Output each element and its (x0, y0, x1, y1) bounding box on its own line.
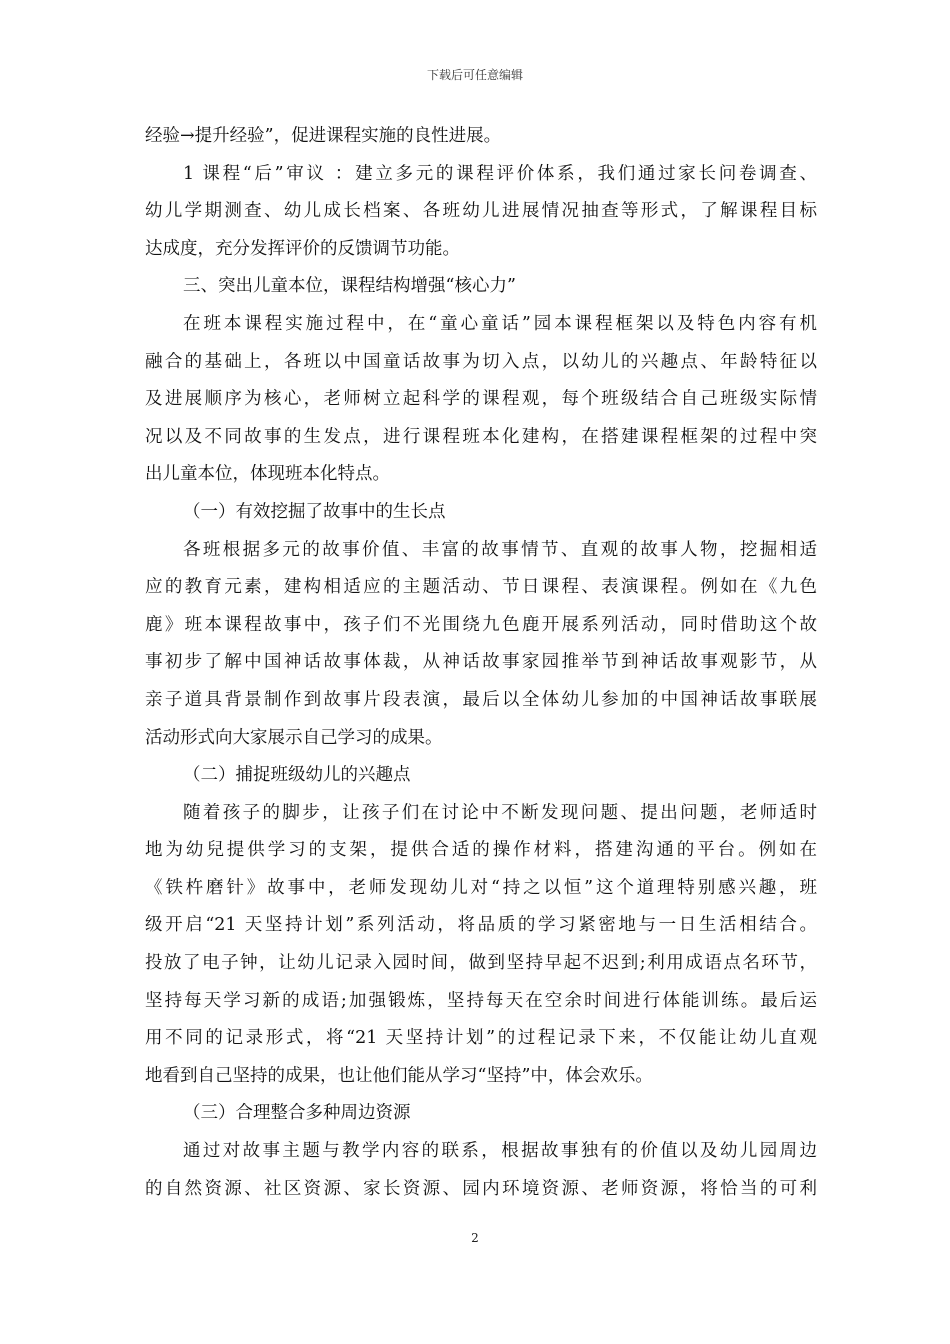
text-line: 应的教育元素，建构相适应的主题活动、节日课程、表演课程。例如在《九色 (145, 577, 817, 598)
text-line: 坚持每天学习新的成语;加强锻炼，坚持每天在空余时间进行体能训练。最后运 (145, 990, 817, 1011)
text-line: 地为幼兒提供学习的支架，提供合适的操作材料，搭建沟通的平台。例如在 (145, 840, 817, 861)
text-line: 亲子道具背景制作到故事片段表演，最后以全体幼儿参加的中国神话故事联展 (145, 689, 817, 710)
text-line: 鹿》班本课程故事中，孩子们不光围绕九色鹿开展系列活动，同时借助这个故 (145, 614, 817, 635)
text-line: 地看到自己坚持的成果，也让他们能从学习“坚持”中，体会欢乐。 (145, 1065, 653, 1086)
document-body (145, 118, 817, 1208)
text-line: 事初步了解中国神话故事体裁，从神话故事家园推举节到神话故事观影节，从 (145, 652, 817, 673)
text-line: 及进展顺序为核心，老师树立起科学的课程观，每个班级结合自己班级实际情 (145, 389, 817, 410)
text-line: 三、突出儿童本位，课程结构增强“核心力” (183, 276, 516, 297)
text-line: 出儿童本位，体现班本化特点。 (145, 464, 390, 485)
text-line: 《铁杵磨针》故事中，老师发现幼儿对“持之以恒”这个道理特别感兴趣，班 (145, 877, 817, 898)
text-line: （二）捕捉班级幼儿的兴趣点 (183, 765, 411, 786)
text-line: 达成度，充分发挥评价的反馈调节功能。 (145, 238, 460, 259)
text-line: （一）有效挖掘了故事中的生长点 (183, 501, 446, 522)
text-line: 级开启“21 天坚持计划”系列活动，将品质的学习紧密地与一日生活相结合。 (145, 915, 817, 936)
text-line: 经验→提升经验”，促进课程实施的良性进展。 (145, 126, 502, 146)
text-line: 随着孩子的脚步，让孩子们在讨论中不断发现问题、提出问题，老师适时 (183, 802, 817, 823)
page-number: 2 (471, 1231, 479, 1245)
page-header: 下载后可任意编辑 (426, 68, 523, 82)
text-line: （三）合理整合多种周边资源 (183, 1103, 411, 1124)
text-line: 用不同的记录形式，将“21 天坚持计划”的过程记录下来，不仅能让幼儿直观 (145, 1028, 817, 1049)
text-line: 融合的基础上，各班以中国童话故事为切入点，以幼儿的兴趣点、年龄特征以 (145, 351, 817, 372)
text-line: 况以及不同故事的生发点，进行课程班本化建构，在搭建课程框架的过程中突 (145, 426, 817, 447)
text-line: 幼儿学期测查、幼儿成长档案、各班幼儿进展情况抽查等形式，了解课程目标 (145, 201, 817, 222)
text-line: 的自然资源、社区资源、家长资源、园内环境资源、老师资源，将恰当的可利 (145, 1178, 817, 1199)
text-line: 各班根据多元的故事价值、丰富的故事情节、直观的故事人物，挖掘相适 (183, 539, 817, 560)
text-line: 在班本课程实施过程中，在“童心童话”园本课程框架以及特色内容有机 (183, 313, 817, 334)
text-line: 活动形式向大家展示自己学习的成果。 (145, 727, 443, 748)
text-line: 1 课程“后”审议 ：建立多元的课程评价体系，我们通过家长问卷调查、 (183, 163, 817, 184)
text-line: 投放了电子钟，让幼儿记录入园时间，做到坚持早起不迟到;利用成语点名环节， (145, 953, 817, 974)
text-line: 通过对故事主题与教学内容的联系，根据故事独有的价值以及幼儿园周边 (183, 1141, 817, 1162)
